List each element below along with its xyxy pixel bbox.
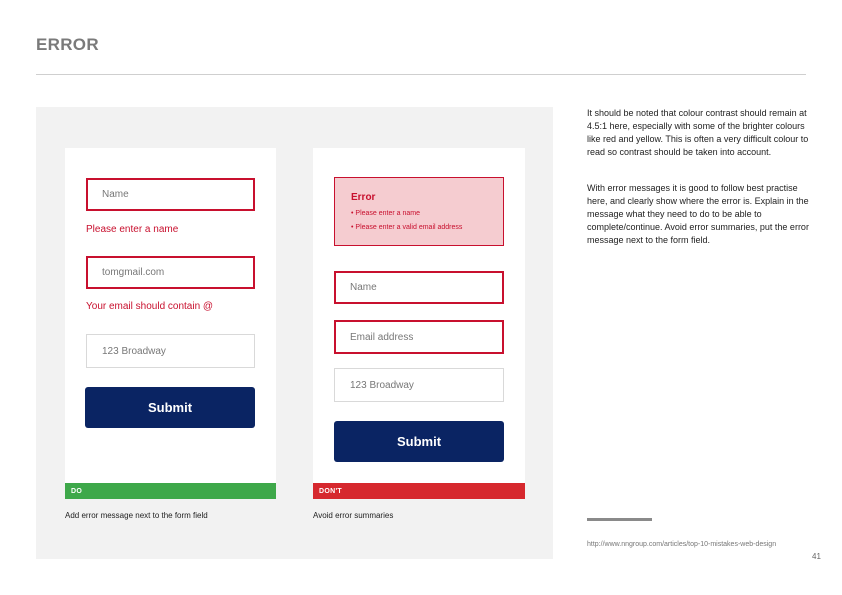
error-summary-item: • Please enter a valid email address bbox=[351, 224, 463, 231]
contrast-paragraph: It should be noted that colour contrast should remain at 4.5:1 here, especially with some of the brighter colours like red and yellow. This is often a very difficult colour to read so contrast should be taken into account. bbox=[587, 108, 809, 157]
do-email-error: Your email should contain @ bbox=[86, 301, 214, 312]
page-number: 41 bbox=[812, 552, 821, 561]
title-divider bbox=[36, 74, 806, 75]
dont-email-input[interactable]: Email address bbox=[334, 320, 504, 354]
dont-address-input[interactable]: 123 Broadway bbox=[334, 368, 504, 402]
dont-label: DON'T bbox=[313, 483, 525, 499]
do-caption: Add error message next to the form field bbox=[65, 511, 208, 520]
dont-submit-button[interactable]: Submit bbox=[334, 421, 504, 462]
dont-caption: Avoid error summaries bbox=[313, 511, 394, 520]
error-guidance-paragraph: With error messages it is good to follow best practise here, and clearly show where the error is. Explain in the message what they need to do to be able to complete/continue. Avoid error summaries, put the error message next to the form field. bbox=[587, 183, 809, 245]
error-summary-title: Error bbox=[351, 192, 376, 203]
do-label: DO bbox=[65, 483, 276, 499]
do-name-error: Please enter a name bbox=[86, 224, 179, 235]
error-summary-box bbox=[334, 177, 504, 246]
error-summary-item: • Please enter a name bbox=[351, 210, 420, 217]
do-name-input[interactable]: Name bbox=[86, 178, 255, 211]
source-divider bbox=[587, 518, 652, 521]
page-title: ERROR bbox=[36, 35, 99, 54]
do-submit-button[interactable]: Submit bbox=[85, 387, 255, 428]
source-link[interactable]: http://www.nngroup.com/articles/top-10-mistakes-web-design bbox=[587, 541, 777, 548]
do-address-input[interactable]: 123 Broadway bbox=[86, 334, 255, 368]
dont-name-input[interactable]: Name bbox=[334, 271, 504, 304]
do-email-input[interactable]: tomgmail.com bbox=[86, 256, 255, 289]
